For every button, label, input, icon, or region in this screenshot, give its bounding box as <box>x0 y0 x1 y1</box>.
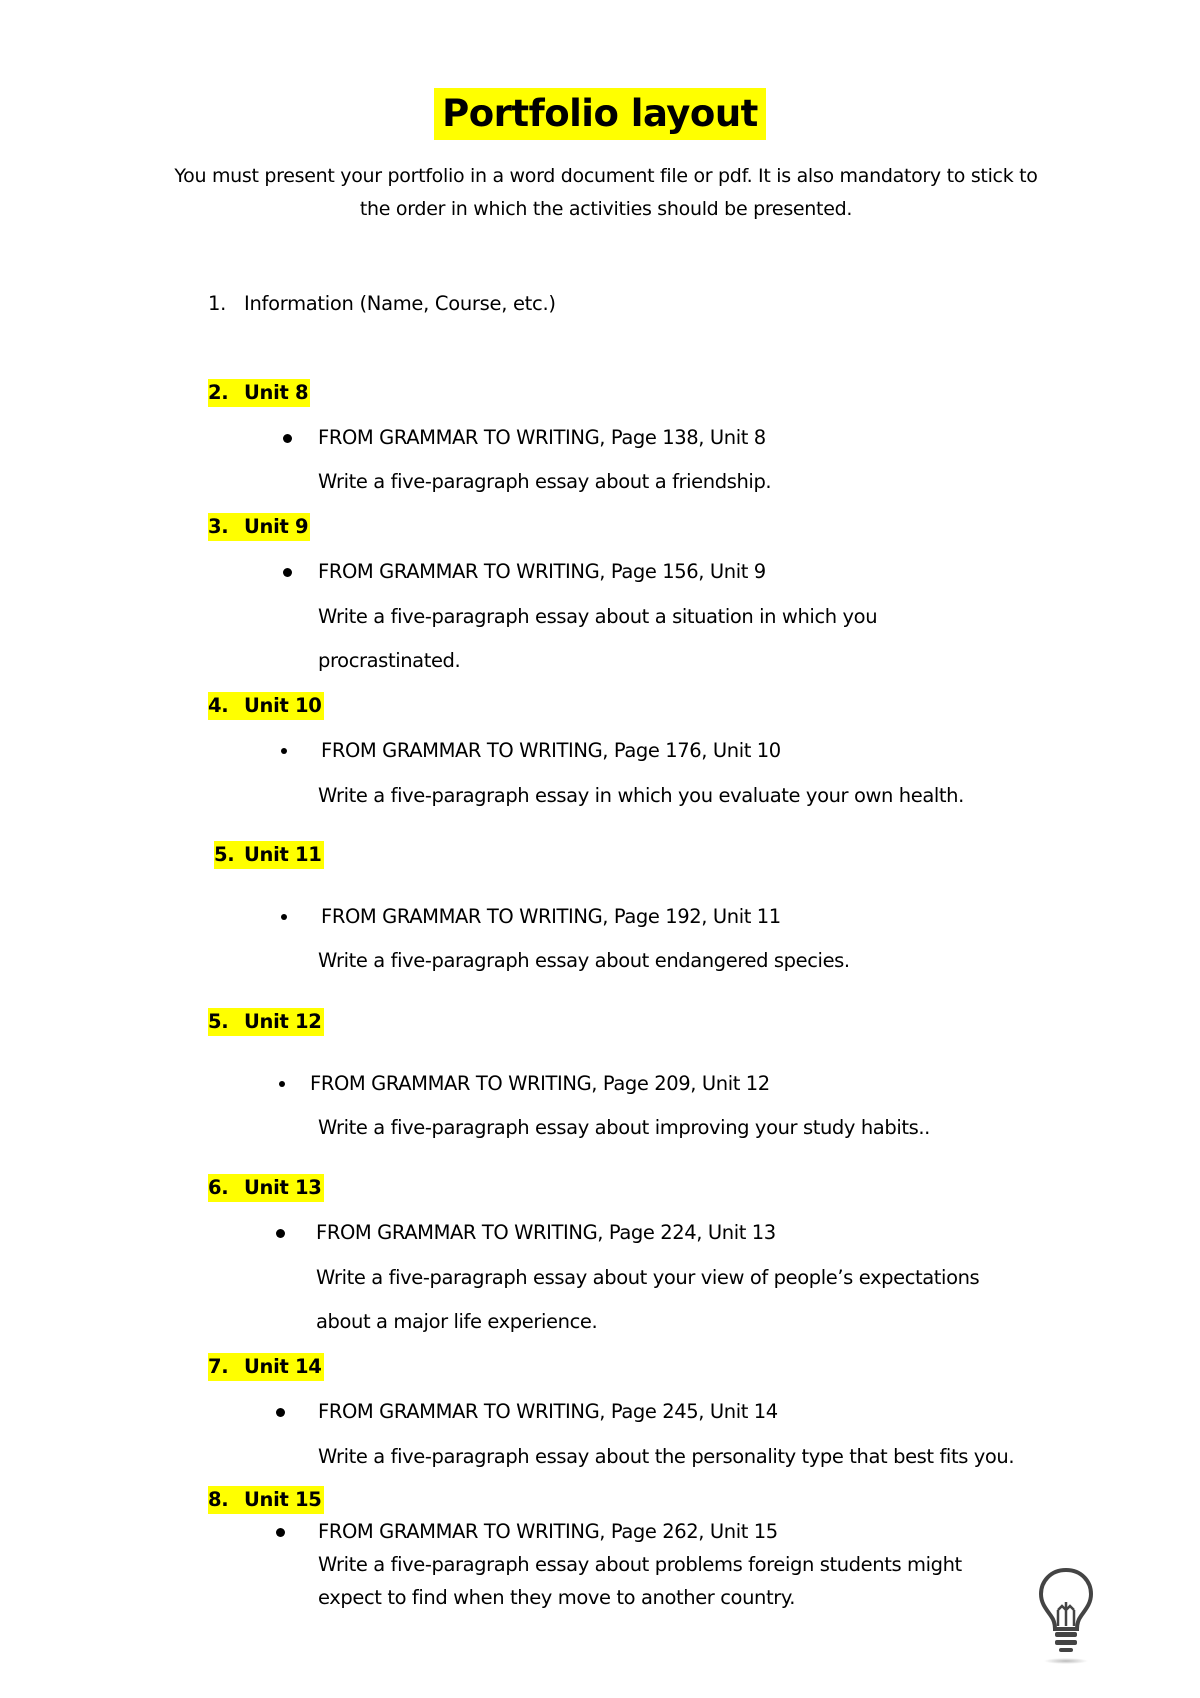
unit-number: 8. <box>208 1488 229 1511</box>
unit-heading <box>208 1008 324 1036</box>
unit-task: procrastinated. <box>318 649 461 672</box>
intro-paragraph: You must present your portfolio in a word document file or pdf. It is also mandatory to stick to the order in which the activities should be presented. <box>174 165 1038 220</box>
unit-label: Unit 12 <box>244 1010 322 1033</box>
unit-source: FROM GRAMMAR TO WRITING, Page 176, Unit 10 <box>321 739 781 762</box>
bullet-dot-icon <box>281 914 287 920</box>
bullet-dot-icon <box>276 1528 285 1537</box>
unit-heading <box>208 513 310 541</box>
unit-source: FROM GRAMMAR TO WRITING, Page 245, Unit 14 <box>318 1400 778 1423</box>
unit-label: Unit 8 <box>244 381 309 404</box>
list-item-information <box>208 290 556 318</box>
unit-task: Write a five-paragraph essay about problems foreign students might <box>318 1553 962 1576</box>
unit-number: 5. <box>214 843 235 866</box>
unit-task: Write a five-paragraph essay about a situation in which you <box>318 605 878 628</box>
unit-source: FROM GRAMMAR TO WRITING, Page 156, Unit 9 <box>318 560 766 583</box>
unit-task: Write a five-paragraph essay about your view of people’s expectations <box>316 1266 980 1289</box>
unit-heading <box>208 379 310 407</box>
unit-heading <box>208 1486 324 1514</box>
unit-label: Unit 9 <box>244 515 309 538</box>
unit-heading <box>208 1353 324 1381</box>
unit-number: 5. <box>208 1010 229 1033</box>
unit-task: Write a five-paragraph essay about a friendship. <box>318 470 772 493</box>
unit-label: Unit 15 <box>244 1488 322 1511</box>
unit-task: Write a five-paragraph essay in which you evaluate your own health. <box>318 784 964 807</box>
unit-source: FROM GRAMMAR TO WRITING, Page 262, Unit 15 <box>318 1520 778 1543</box>
bullet-dot-icon <box>283 434 292 443</box>
unit-task: expect to find when they move to another country. <box>318 1586 796 1609</box>
page-title <box>0 88 1200 147</box>
unit-number: 4. <box>208 694 229 717</box>
unit-task: Write a five-paragraph essay about endangered species. <box>318 949 850 972</box>
unit-heading <box>208 1174 324 1202</box>
unit-label: Unit 14 <box>244 1355 322 1378</box>
unit-heading <box>214 841 324 869</box>
unit-source: FROM GRAMMAR TO WRITING, Page 224, Unit 13 <box>316 1221 776 1244</box>
unit-label: Unit 11 <box>244 843 322 866</box>
unit-number: 7. <box>208 1355 229 1378</box>
bullet-dot-icon <box>283 568 292 577</box>
unit-source: FROM GRAMMAR TO WRITING, Page 192, Unit 11 <box>321 905 781 928</box>
bullet-dot-icon <box>276 1408 285 1417</box>
page-title-text: Portfolio layout <box>434 88 766 140</box>
list-item-text: Information (Name, Course, etc.) <box>244 292 556 315</box>
unit-task: Write a five-paragraph essay about improving your study habits.. <box>318 1116 930 1139</box>
unit-source: FROM GRAMMAR TO WRITING, Page 209, Unit 12 <box>310 1072 770 1095</box>
unit-number: 3. <box>208 515 229 538</box>
bullet-dot-icon <box>279 1081 285 1087</box>
unit-label: Unit 13 <box>244 1176 322 1199</box>
list-number: 1. <box>208 292 227 315</box>
lightbulb-icon <box>1036 1566 1096 1666</box>
unit-label: Unit 10 <box>244 694 322 717</box>
bullet-dot-icon <box>276 1229 285 1238</box>
bullet-dot-icon <box>281 748 287 754</box>
unit-source: FROM GRAMMAR TO WRITING, Page 138, Unit 8 <box>318 426 766 449</box>
unit-task: Write a five-paragraph essay about the personality type that best fits you. <box>318 1445 1015 1468</box>
unit-task: about a major life experience. <box>316 1310 598 1333</box>
unit-number: 6. <box>208 1176 229 1199</box>
unit-heading <box>208 692 324 720</box>
unit-number: 2. <box>208 381 229 404</box>
